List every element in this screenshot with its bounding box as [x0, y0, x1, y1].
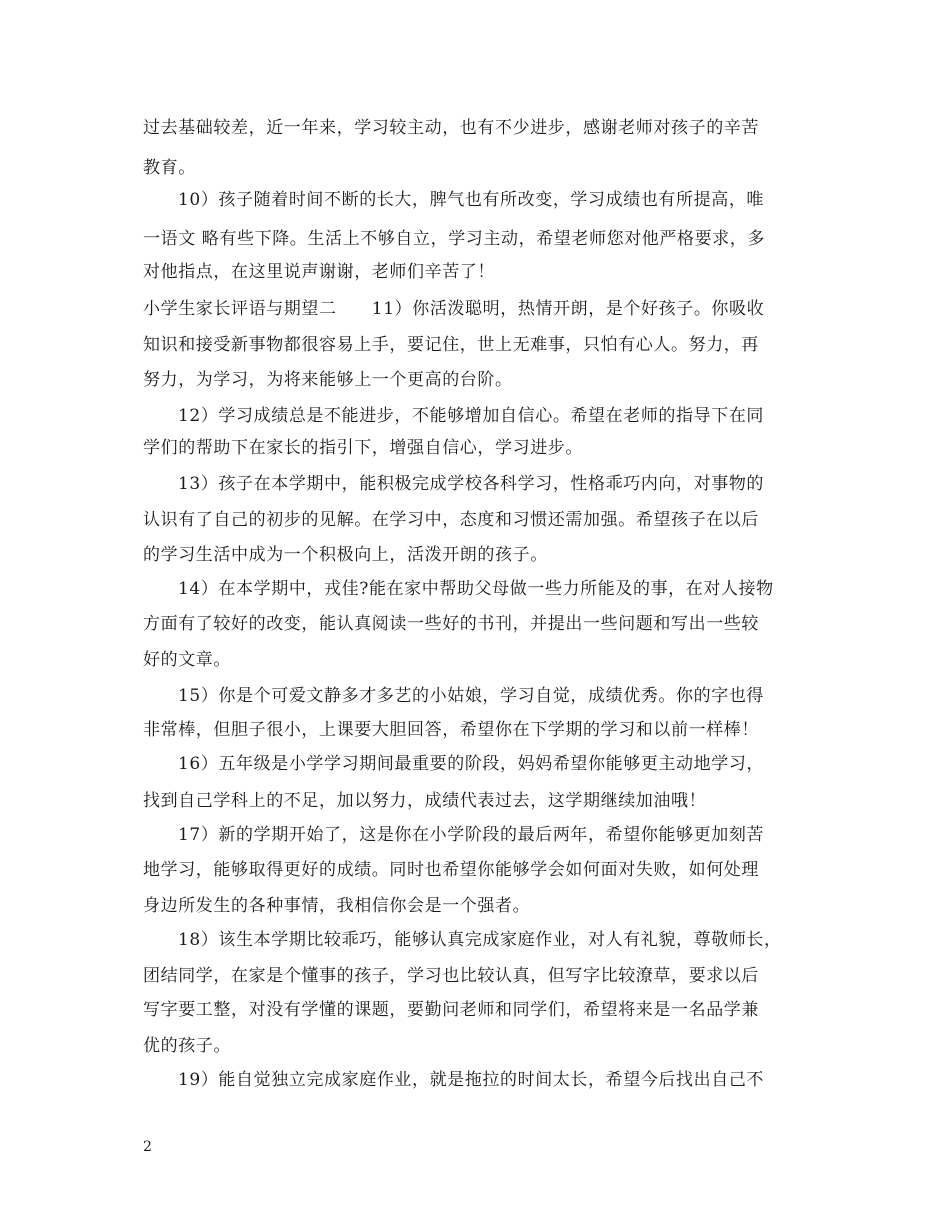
text-line: 小学生家长评语与期望二 11）你活泼聪明，热情开朗，是个好孩子。你吸收 — [143, 299, 765, 319]
text-line: 过去基础较差，近一年来，学习较主动，也有不少进步，感谢老师对孩子的辛苦 — [143, 118, 759, 138]
text-line: 团结同学，在家是个懂事的孩子，学习也比较认真，但写字比较潦草，要求以后 — [143, 966, 759, 986]
page-number: 2 — [143, 1139, 152, 1155]
text-line: 对他指点，在这里说声谢谢，老师们辛苦了！ — [143, 262, 495, 282]
text-line: 教育。 — [143, 158, 196, 178]
text-line: 一语文 略有些下降。生活上不够自立，学习主动，希望老师您对他严格要求，多 — [143, 229, 766, 249]
text-line: 好的文章。 — [143, 650, 231, 670]
text-line: 17）新的学期开始了，这是你在小学阶段的最后两年，希望你能够更加刻苦 — [178, 825, 765, 845]
text-line: 14）在本学期中，戎佳?能在家中帮助父母做一些力所能及的事，在对人接物 — [178, 579, 774, 599]
text-line: 写字要工整，对没有学懂的课题，要勤问老师和同学们，希望将来是一名品学兼 — [143, 1000, 759, 1020]
text-line: 非常棒，但胆子很小，上课要大胆回答，希望你在下学期的学习和以前一样棒！ — [143, 720, 759, 740]
text-line: 的学习生活中成为一个积极向上，活泼开朗的孩子。 — [143, 545, 548, 565]
text-line: 学们的帮助下在家长的指引下，增强自信心，学习进步。 — [143, 438, 583, 458]
text-line: 13）孩子在本学期中，能积极完成学校各科学习，性格乖巧内向，对事物的 — [178, 474, 765, 494]
text-line: 12）学习成绩总是不能进步，不能够增加自信心。希望在老师的指导下在同 — [178, 406, 765, 426]
text-line: 16）五年级是小学学习期间最重要的阶段，妈妈希望你能够更主动地学习， — [178, 754, 765, 774]
text-line: 认识有了自己的初步的见解。在学习中，态度和习惯还需加强。希望孩子在以后 — [143, 510, 759, 530]
text-line: 地学习，能够取得更好的成绩。同时也希望你能够学会如何面对失败，如何处理 — [143, 860, 759, 880]
text-line: 方面有了较好的改变，能认真阅读一些好的书刊，并提出一些问题和写出一些较 — [143, 614, 759, 634]
text-line: 18）该生本学期比较乖巧，能够认真完成家庭作业，对人有礼貌，尊敬师长， — [178, 930, 782, 950]
text-line: 10）孩子随着时间不断的长大，脾气也有所改变，学习成绩也有所提高，唯 — [178, 190, 765, 210]
text-line: 知识和接受新事物都很容易上手，要记住，世上无难事，只怕有心人。努力，再 — [143, 335, 759, 355]
text-line: 努力，为学习，为将来能够上一个更高的台阶。 — [143, 370, 513, 390]
text-line: 找到自己学科上的不足，加以努力，成绩代表过去，这学期继续加油哦！ — [143, 791, 707, 811]
text-line: 优的孩子。 — [143, 1036, 231, 1056]
text-line: 15）你是个可爱文静多才多艺的小姑娘，学习自觉，成绩优秀。你的字也得 — [178, 686, 765, 706]
text-line: 身边所发生的各种事情，我相信你会是一个强者。 — [143, 896, 531, 916]
text-line: 19）能自觉独立完成家庭作业，就是拖拉的时间太长，希望今后找出自己不 — [178, 1070, 765, 1090]
